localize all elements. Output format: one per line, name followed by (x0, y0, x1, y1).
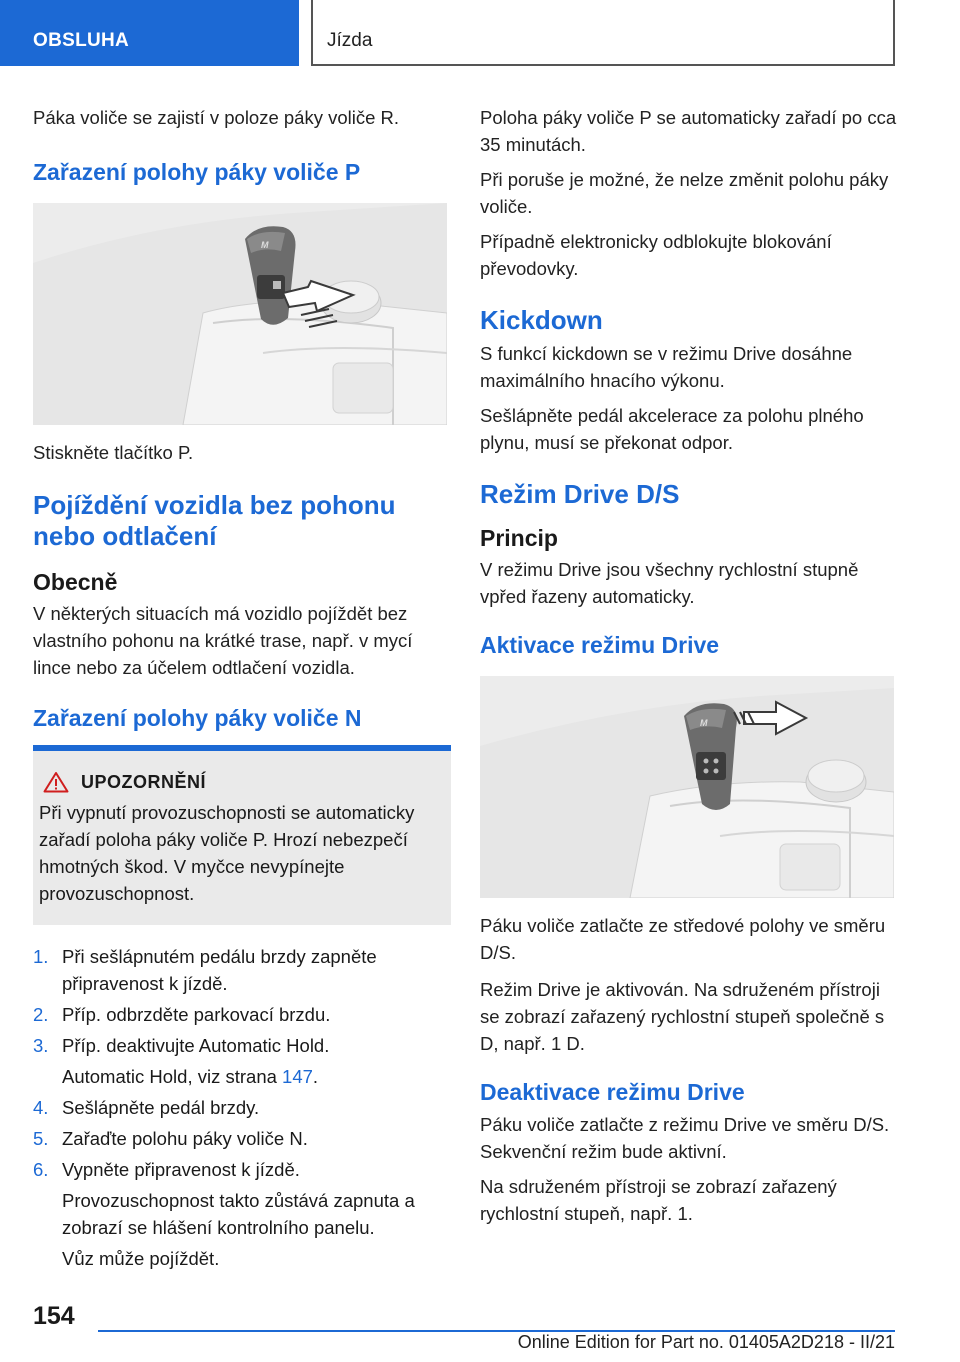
warning-box (33, 745, 451, 925)
right-column (480, 104, 898, 1235)
drive-active-text: Režim Drive je aktivován. Na sdruženém přístroji se zobrazí zařazený rychlostní stupeň společně s D, např. 1 D. (480, 979, 885, 1054)
steps-list (33, 943, 451, 1272)
step-text: Vypněte připravenost k jízdě. (62, 1159, 300, 1180)
chapter-label: Jízda (327, 30, 373, 51)
auto-p-text: Poloha páky voliče P se automaticky zařadí po cca 35 minutách. (480, 107, 897, 155)
step-number: 3. (33, 1035, 49, 1056)
left-column (33, 104, 451, 1276)
step-number: 2. (33, 1004, 49, 1025)
list-item (33, 1001, 451, 1028)
step-text: Sešlápněte pedál brzdy. (62, 1097, 260, 1118)
list-item (33, 1125, 451, 1152)
svg-text:M: M (261, 240, 269, 250)
list-item (33, 1156, 451, 1183)
list-item (33, 943, 451, 997)
list-item (33, 1094, 451, 1121)
heading-deactivate-drive: Deaktivace režimu Drive (480, 1079, 745, 1105)
heading-selector-n: Zařazení polohy páky voliče N (33, 705, 362, 731)
step-text: Příp. deaktivujte Automatic Hold. (62, 1035, 330, 1056)
step-text: Zařaďte polohu páky voliče N. (62, 1128, 308, 1149)
list-item (33, 1032, 451, 1059)
figure-activate-drive (480, 676, 894, 898)
heading-drive-mode: Režim Drive D/S (480, 479, 680, 509)
intro-text: Páka voliče se zajistí v poloze páky voliče R. (33, 107, 400, 128)
deactivate-text-2: Na sdruženém přístroji se zobrazí zařazený rychlostní stupeň, např. 1. (480, 1176, 837, 1224)
deactivate-text-1: Páku voliče zatlačte z režimu Drive ve směru D/S. Sekvenční režim bude aktivní. (480, 1114, 890, 1162)
warning-title: UPOZORNĚNÍ (81, 771, 207, 792)
heading-push-line2: nebo odtlačení (33, 521, 217, 551)
page-header (0, 0, 960, 66)
kickdown-text-1: S funkcí kickdown se v režimu Drive dosáhne maximálního hnacího výkonu. (480, 343, 853, 391)
step3-subtext (33, 1063, 451, 1090)
fault-text: Při poruše je možné, že nelze změnit polohu páky voliče. (480, 169, 889, 217)
warning-text: Při vypnutí provozuschopnosti se automaticky zařadí poloha páky voliče P. Hrozí nebezpečí hmotných škod. V myčce nevypínejte provozuschopnost. (39, 802, 415, 904)
step6-subtext-2: Vůz může pojíždět. (62, 1248, 220, 1269)
page-link-147[interactable]: 147 (282, 1066, 313, 1087)
chapter-box (311, 0, 895, 66)
svg-text:M: M (700, 718, 708, 728)
figure-selector-p (33, 203, 447, 425)
warning-header (39, 771, 441, 793)
kickdown-text-2: Sešlápněte pedál akcelerace za polohu plného plynu, musí se překonat odpor. (480, 405, 864, 453)
section-tab (0, 0, 299, 66)
principle-text: V režimu Drive jsou všechny rychlostní stupně vpřed řazeny automaticky. (480, 559, 859, 607)
unlock-text: Případně elektronicky odblokujte blokování převodovky. (480, 231, 832, 279)
warning-triangle-icon (43, 771, 69, 793)
step-number: 6. (33, 1159, 49, 1180)
step-text: Při sešlápnutém pedálu brzdy zapněte připravenost k jízdě. (62, 946, 377, 994)
step-number: 4. (33, 1097, 49, 1118)
section-label: OBSLUHA (33, 30, 130, 51)
step6-subtext-1: Provozuschopnost takto zůstává zapnuta a zobrazí se hlášení kontrolního panelu. (62, 1190, 415, 1238)
footer-edition: Online Edition for Part no. 01405A2D218 - II/21 (517, 1332, 895, 1352)
step3-sub-suffix: . (312, 1066, 319, 1087)
step3-sub-prefix: Automatic Hold, viz strana (62, 1066, 283, 1087)
step-number: 5. (33, 1128, 49, 1149)
gear-selector-p-illustration (33, 203, 447, 425)
heading-general: Obecně (33, 569, 118, 595)
caption-selector-p: Stiskněte tlačítko P. (33, 442, 194, 463)
heading-activate-drive: Aktivace režimu Drive (480, 632, 720, 658)
page-number: 154 (33, 1302, 75, 1330)
general-text: V některých situacích má vozidlo pojíždět bez vlastního pohonu na krátké trase, např. v mycí lince nebo za účelem odtlačení vozidla. (33, 603, 413, 678)
heading-push-line1: Pojíždění vozidla bez pohonu (33, 490, 396, 520)
step-number: 1. (33, 946, 49, 967)
heading-kickdown: Kickdown (480, 305, 603, 335)
heading-push-vehicle (33, 490, 451, 552)
heading-principle: Princip (480, 525, 558, 551)
gear-selector-drive-illustration (480, 676, 894, 898)
step-text: Příp. odbrzděte parkovací brzdu. (62, 1004, 331, 1025)
heading-selector-p: Zařazení polohy páky voliče P (33, 159, 361, 185)
caption-activate-drive: Páku voliče zatlačte ze středové polohy ve směru D/S. (480, 915, 886, 963)
